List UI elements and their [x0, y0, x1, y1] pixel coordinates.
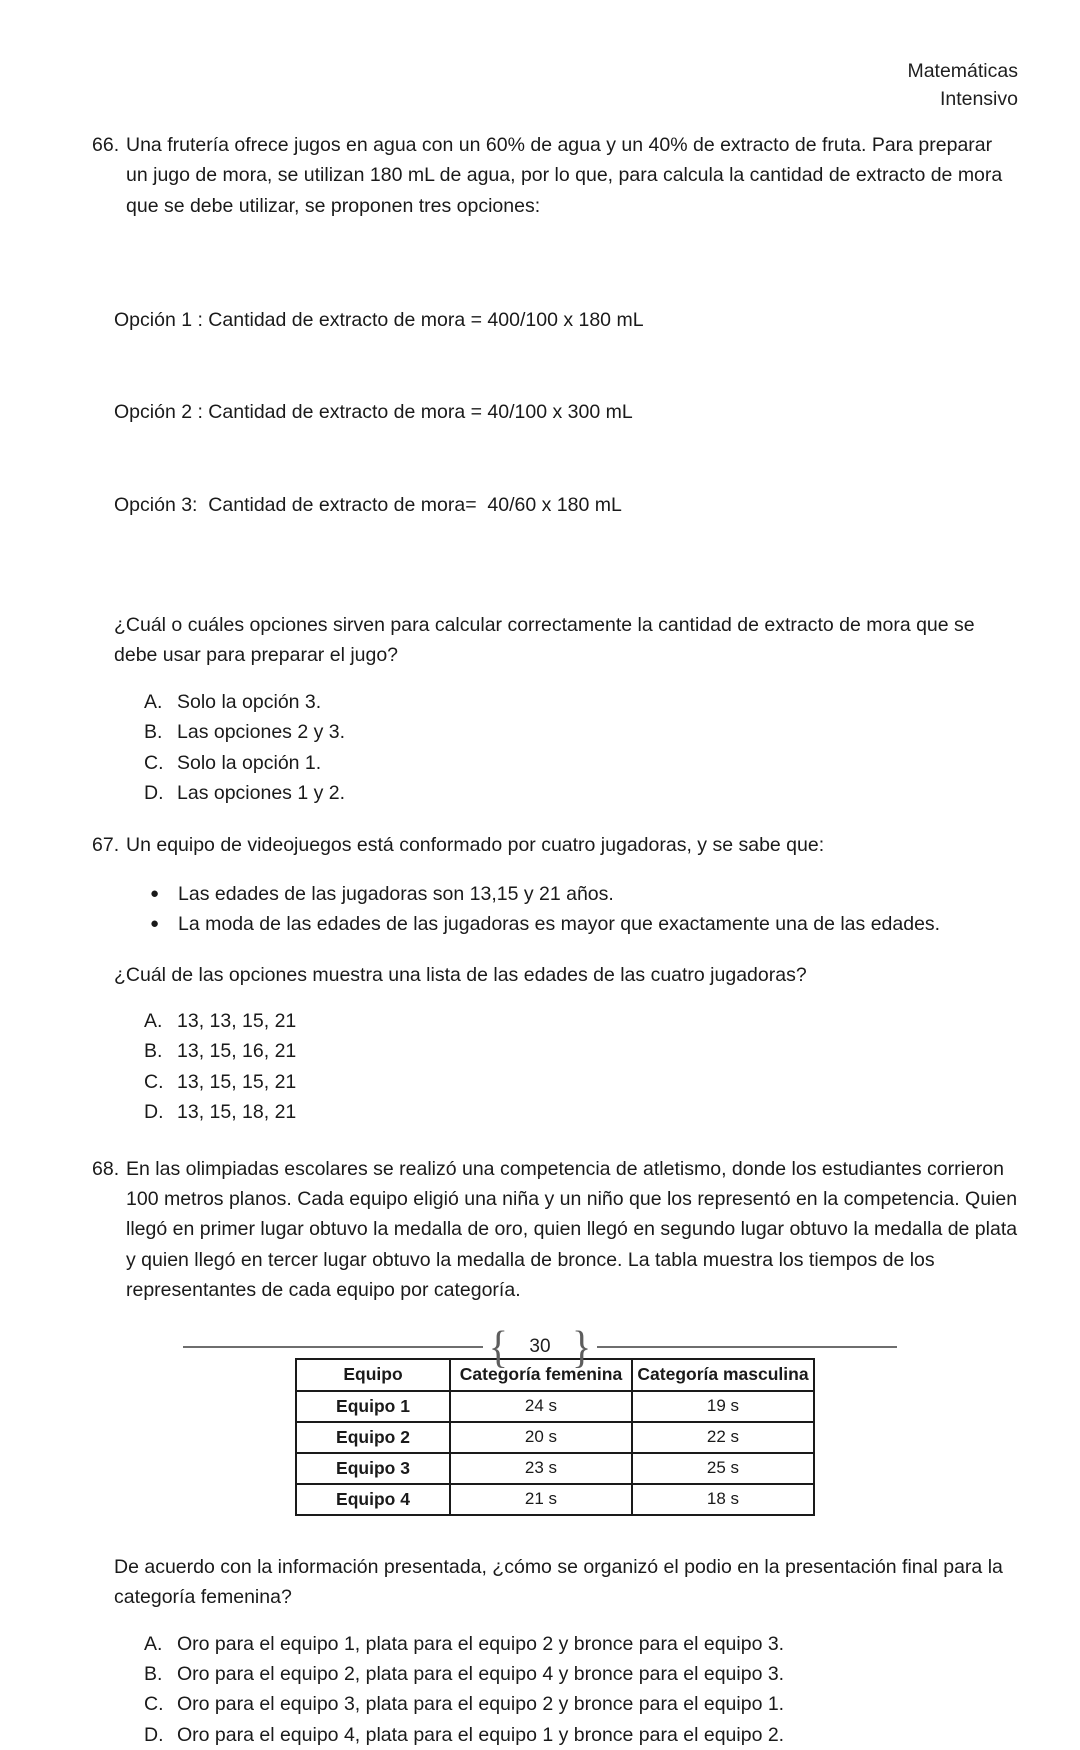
choice-letter: C.	[144, 1693, 164, 1716]
cell-male-time: 25 s	[632, 1453, 814, 1484]
footer-rule-right	[597, 1346, 897, 1348]
choice-letter: D.	[144, 1101, 164, 1124]
table-row	[296, 1453, 814, 1484]
choice-text: Oro para el equipo 4, plata para el equipo 1 y bronce para el equipo 2.	[177, 1723, 785, 1746]
choice-letter: B.	[144, 1040, 163, 1063]
choice-text: Oro para el equipo 3, plata para el equipo 2 y bronce para el equipo 1.	[177, 1693, 785, 1716]
question-66-number: 66.	[92, 134, 120, 156]
column-header-team: Equipo	[296, 1359, 450, 1391]
question-68	[92, 1154, 1018, 1750]
page-number: 30	[529, 1336, 551, 1357]
choice-option[interactable]	[144, 717, 1018, 747]
question-68-stem-text	[126, 1154, 1018, 1306]
choice-option[interactable]	[144, 1097, 1018, 1127]
choice-letter: A.	[144, 690, 163, 713]
question-66	[92, 130, 1018, 808]
choice-text: Las opciones 1 y 2.	[177, 782, 346, 805]
choice-text: Las opciones 2 y 3.	[177, 721, 346, 744]
option-formula-2: Opción 2 : Cantidad de extracto de mora = 40/100 x 300 mL	[114, 401, 633, 424]
choice-letter: D.	[144, 782, 164, 805]
question-68-prompt: De acuerdo con la información presentada, ¿cómo se organizó el podio en la presentación final para la categoría femenina?	[114, 1555, 1003, 1609]
choice-letter: C.	[144, 751, 164, 774]
list-item	[150, 879, 1018, 909]
question-68-stem	[92, 1154, 1018, 1306]
choice-text: Solo la opción 3.	[177, 690, 322, 713]
choice-option[interactable]	[144, 687, 1018, 717]
cell-male-time: 18 s	[632, 1484, 814, 1515]
choice-option[interactable]	[144, 748, 1018, 778]
choice-option[interactable]	[144, 778, 1018, 808]
choice-letter: C.	[144, 1070, 164, 1093]
option-formula-3: Opción 3: Cantidad de extracto de mora= 40/60 x 180 mL	[114, 493, 622, 516]
cell-female-time: 20 s	[450, 1422, 632, 1453]
stem-line: representantes de cada equipo por categoría.	[126, 1279, 521, 1302]
stem-line: 100 metros planos. Cada equipo eligió una niña y un niño que los representó en la competencia. Quien	[126, 1188, 1018, 1211]
stem-line: En las olimpiadas escolares se realizó una competencia de atletismo, donde los estudiantes corrieron	[126, 1157, 1004, 1180]
choice-option[interactable]	[144, 1006, 1018, 1036]
choice-option[interactable]	[144, 1720, 1018, 1750]
choice-letter: B.	[144, 721, 163, 744]
question-66-prompt: ¿Cuál o cuáles opciones sirven para calcular correctamente la cantidad de extracto de mora que se debe usar para preparar el jugo?	[114, 613, 975, 667]
footer-rule-left	[183, 1346, 483, 1348]
question-66-choices	[144, 687, 1018, 809]
table-row	[296, 1422, 814, 1453]
choice-option[interactable]	[144, 1659, 1018, 1689]
cell-female-time: 24 s	[450, 1391, 632, 1422]
question-67	[92, 830, 1018, 1127]
choice-option[interactable]	[144, 1689, 1018, 1719]
choice-letter: D.	[144, 1723, 164, 1746]
choice-text: 13, 15, 15, 21	[177, 1070, 297, 1093]
choice-letter: A.	[144, 1632, 163, 1655]
choice-option[interactable]	[144, 1036, 1018, 1066]
bullet-text: Las edades de las jugadoras son 13,15 y 21 años.	[178, 882, 614, 905]
choice-text: Solo la opción 1.	[177, 751, 322, 774]
choice-text: Oro para el equipo 1, plata para el equipo 2 y bronce para el equipo 3.	[177, 1632, 785, 1655]
cell-male-time: 19 s	[632, 1391, 814, 1422]
list-item	[150, 909, 1018, 939]
content-column	[92, 130, 1018, 1750]
question-67-choices	[144, 1006, 1018, 1128]
choice-text: 13, 13, 15, 21	[177, 1010, 297, 1033]
option-formula-1: Opción 1 : Cantidad de extracto de mora = 400/100 x 180 mL	[114, 308, 644, 331]
stem-line: y quien llegó en tercer lugar obtuvo la medalla de bronce. La tabla muestra los tiempos de los	[126, 1248, 935, 1271]
choice-letter: B.	[144, 1662, 163, 1685]
choice-text: 13, 15, 18, 21	[177, 1101, 297, 1124]
question-67-bullets	[150, 879, 1018, 940]
question-66-stem	[92, 130, 1018, 221]
cell-team: Equipo 4	[296, 1484, 450, 1515]
brace-right-icon: }	[572, 1320, 592, 1373]
choice-text: 13, 15, 16, 21	[177, 1040, 297, 1063]
question-66-option-formulas	[114, 243, 1018, 582]
cell-female-time: 21 s	[450, 1484, 632, 1515]
page-header	[907, 58, 1018, 113]
question-67-stem	[92, 830, 1018, 860]
choice-letter: A.	[144, 1010, 163, 1033]
bullet-text: La moda de las edades de las jugadoras es mayor que exactamente una de las edades.	[178, 913, 941, 936]
column-header-male: Categoría masculina	[632, 1359, 814, 1391]
table-row	[296, 1391, 814, 1422]
bullet-point-icon: ●	[150, 884, 160, 902]
cell-team: Equipo 2	[296, 1422, 450, 1453]
page-footer	[0, 1320, 1080, 1373]
choice-option[interactable]	[144, 1067, 1018, 1097]
header-subject: Matemáticas	[907, 60, 1018, 82]
question-67-stem-text: Un equipo de videojuegos está conformado por cuatro jugadoras, y se sabe que:	[126, 834, 825, 857]
results-table	[295, 1358, 815, 1516]
question-66-stem-text: Una frutería ofrece jugos en agua con un 60% de agua y un 40% de extracto de fruta. Para preparar un jugo de mora, se utilizan 180 mL de agua, por lo que, para calcula la cantidad de extracto de mora que se debe utilizar, se proponen tres opciones:	[126, 134, 1003, 217]
choice-option[interactable]	[144, 1629, 1018, 1659]
cell-female-time: 23 s	[450, 1453, 632, 1484]
choice-text: Oro para el equipo 2, plata para el equipo 4 y bronce para el equipo 3.	[177, 1662, 785, 1685]
question-68-number: 68.	[92, 1157, 120, 1180]
question-67-prompt: ¿Cuál de las opciones muestra una lista de las edades de las cuatro jugadoras?	[114, 963, 807, 986]
cell-male-time: 22 s	[632, 1422, 814, 1453]
column-header-female: Categoría femenina	[450, 1359, 632, 1391]
stem-line: llegó en primer lugar obtuvo la medalla de oro, quien llegó en segundo lugar obtuvo la medalla de plata	[126, 1218, 1018, 1241]
bullet-point-icon: ●	[150, 915, 160, 933]
brace-left-icon: {	[488, 1320, 508, 1373]
results-table-container	[92, 1358, 1018, 1516]
cell-team: Equipo 3	[296, 1453, 450, 1484]
question-67-number: 67.	[92, 834, 120, 857]
question-68-choices	[144, 1629, 1018, 1750]
cell-team: Equipo 1	[296, 1391, 450, 1422]
header-level: Intensivo	[939, 87, 1018, 110]
table-row	[296, 1484, 814, 1515]
